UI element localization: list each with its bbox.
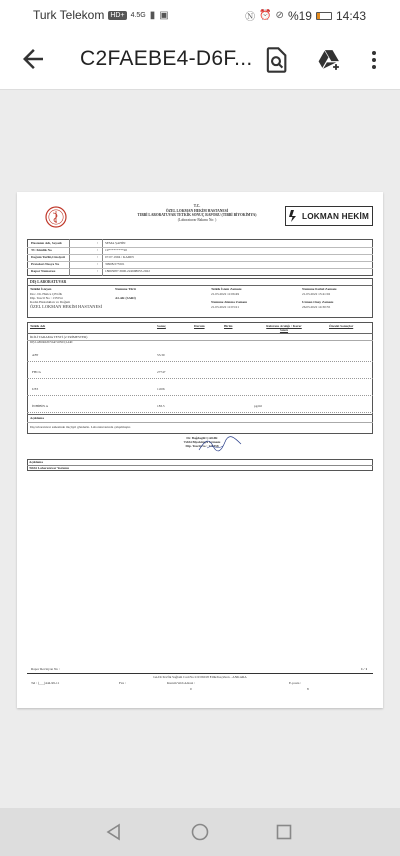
footer-tel: Tel : (___)444-99-11: [31, 681, 60, 685]
request-time-label: Tetkik İstem Zamanı: [211, 287, 242, 291]
footer-num-1: 0: [190, 687, 192, 691]
status-bar: [0, 0, 400, 30]
test-result: 1.006: [157, 387, 165, 391]
table-header-cell: Birim: [224, 324, 233, 328]
nav-back-icon[interactable]: [104, 822, 124, 842]
footer-num-2: 8: [307, 687, 309, 691]
patient-field-label: Hastanın Adı, Soyadı: [31, 241, 62, 245]
battery-percent: %19: [287, 8, 312, 23]
table-header-cell: Referans Aralığı / Karar Sınırı: [266, 324, 302, 333]
ministry-of-health-logo: [45, 206, 67, 228]
request-time-value: 21.03.2022 11:06:49: [211, 292, 240, 296]
field-separator: :: [97, 241, 99, 245]
patient-field-label: Protokol /Dosya No: [31, 262, 60, 266]
patient-info-box: [27, 239, 373, 276]
test-name: UE3: [32, 387, 39, 391]
nav-recents-icon[interactable]: [274, 822, 294, 842]
patient-field-label: Doğum Tarihi,Cinsiyeti: [31, 255, 65, 259]
approve-time-value: 26.03.2022 14:30:35: [302, 305, 331, 309]
patient-field-value: 19*********20: [105, 248, 128, 252]
clock: 14:43: [335, 8, 366, 23]
alarm-icon: ⏰: [259, 10, 272, 21]
table-header-cell: Önceki Sonuçlar: [329, 324, 354, 328]
requester-label: Tetkiki İsteyen: [30, 287, 52, 291]
carrier-label: Turk Telekom: [33, 8, 105, 22]
requester-block: [30, 292, 102, 309]
test-subgroup: DIŞ LABORATUVAR SONUÇLARI: [30, 341, 73, 344]
requester-line: Doc. Dr. Hatice ÇELİK: [30, 292, 63, 296]
nfc-icon: Ⓝ: [245, 12, 256, 23]
test-name: İNHİBİN A: [32, 404, 49, 408]
field-separator: :: [97, 248, 99, 252]
table-header-cell: Tetkik Adı: [30, 324, 46, 328]
requester-line: Dip. Tescil No : 135554: [30, 296, 63, 301]
note-label: Açıklama: [30, 416, 44, 420]
patient-field-label: TC Kimlik No: [31, 248, 52, 252]
handwritten-signature: [195, 434, 243, 456]
field-separator: :: [97, 269, 99, 273]
table-header-cell: Durum: [194, 324, 205, 328]
brand-name: LOKMAN HEKİM: [302, 211, 369, 221]
report-header: [107, 204, 287, 222]
sample-time-label: Numune Alınma Zamanı: [211, 300, 247, 304]
tc-label: T.C.: [193, 204, 201, 208]
lokman-hekim-logo: [285, 206, 373, 226]
table-header-cell: Sonuç: [157, 324, 166, 328]
footer-fax: Fax :: [119, 681, 126, 685]
test-result: 183.5: [157, 404, 165, 408]
approve-time-label: Uzman Onay Zamanı: [302, 300, 334, 304]
field-separator: :: [97, 262, 99, 266]
footer-web: Kurum Web Adresi :: [167, 681, 196, 685]
battery-icon: [316, 12, 332, 20]
document-page: [17, 192, 383, 708]
field-separator: :: [97, 255, 99, 259]
add-to-drive-icon[interactable]: [315, 46, 343, 74]
navigation-bar: [0, 808, 400, 856]
hospital-name: ÖZEL LOKMAN HEKİM HASTANESİ: [165, 208, 229, 213]
patient-field-value: 07.07.1994 / KADIN: [105, 255, 134, 259]
test-name: FHCG: [32, 370, 42, 374]
find-in-page-icon[interactable]: [262, 46, 290, 74]
patient-field-value: SEMA ŞAHİN: [105, 241, 126, 245]
lab-comment-label: Tıbbi Laboratuvar Yorumu: [29, 466, 69, 470]
requester-line: Kadın Hastalıkları ve Doğum: [30, 300, 71, 305]
app-bar: [0, 30, 400, 90]
test-name: AFP: [32, 353, 39, 357]
signal-icon: ▮: [149, 9, 156, 21]
test-group: İKİLİ TARAMA TESTİ (2.TRİMESTER): [30, 335, 88, 339]
test-unit: pg/ml: [254, 404, 262, 408]
document-title: C2FAEBE4-D6F...: [80, 47, 253, 70]
lokman-hekim-mark-icon: [289, 209, 299, 223]
note-text: Dış laboratuvar sahesinde ilaçlıyıl gönderin. Laboratuvarında çalışılmıştır.: [30, 425, 131, 429]
report-title: TIBBİ LABORATUVAR TETKİK SONUÇ RAPORU (TIBBİ BİYOKİMYA): [137, 213, 257, 218]
patient-field-label: Rapor Numarası: [31, 269, 56, 273]
patient-field-value: 39908/275501: [105, 262, 125, 266]
footer-address: Gn.Dr.Tevfik Sağlam Cad.No:119 06018 Etlik/Keçiören - ANKARA: [153, 675, 247, 679]
doctor-title: Tıbbi Biyokimya Uzmanı: [183, 440, 221, 445]
accept-time-value: 21.03.2022 13:41:02: [302, 292, 331, 296]
doctor-name: Dr. Bağdagül ÇAKIR: [186, 436, 218, 440]
sample-type-value: ALAR (SARI): [115, 296, 136, 300]
more-options-icon[interactable]: [362, 46, 386, 74]
test-result: 53.30: [157, 353, 165, 357]
comment-label: Açıklama: [29, 460, 43, 464]
lab-section-title: DIŞ LABORATUVAR: [30, 280, 67, 284]
test-result: 27747: [157, 370, 166, 374]
requester-line: ÖZEL LOKMAN HEKİM HASTANESİ: [30, 303, 103, 309]
mute-icon: ⊘: [275, 10, 284, 21]
revision-label: Rapor Revizyon No :: [31, 667, 60, 671]
doctor-dip: Dip. Tescil No : 128358: [185, 444, 219, 449]
hd-badge: HD+: [110, 11, 125, 19]
accept-time-label: Numune Kabul Zamanı: [302, 287, 337, 291]
nav-home-icon[interactable]: [190, 822, 210, 842]
back-arrow-icon[interactable]: [18, 44, 48, 74]
sample-time-value: 21.03.2022 11:03:21: [211, 305, 240, 309]
patient-field-value: 18663087.3600.224698655.2022: [105, 269, 150, 273]
network-label: 4.5G: [130, 11, 146, 19]
image-notification-icon: ▣: [159, 9, 169, 21]
lab-name: (Laboratuvar Bakımı No: ): [177, 217, 217, 222]
footer-email: E-posta :: [289, 681, 302, 685]
page-number: 1 / 1: [361, 667, 368, 671]
sample-type-label: Numune Türü: [115, 287, 136, 291]
